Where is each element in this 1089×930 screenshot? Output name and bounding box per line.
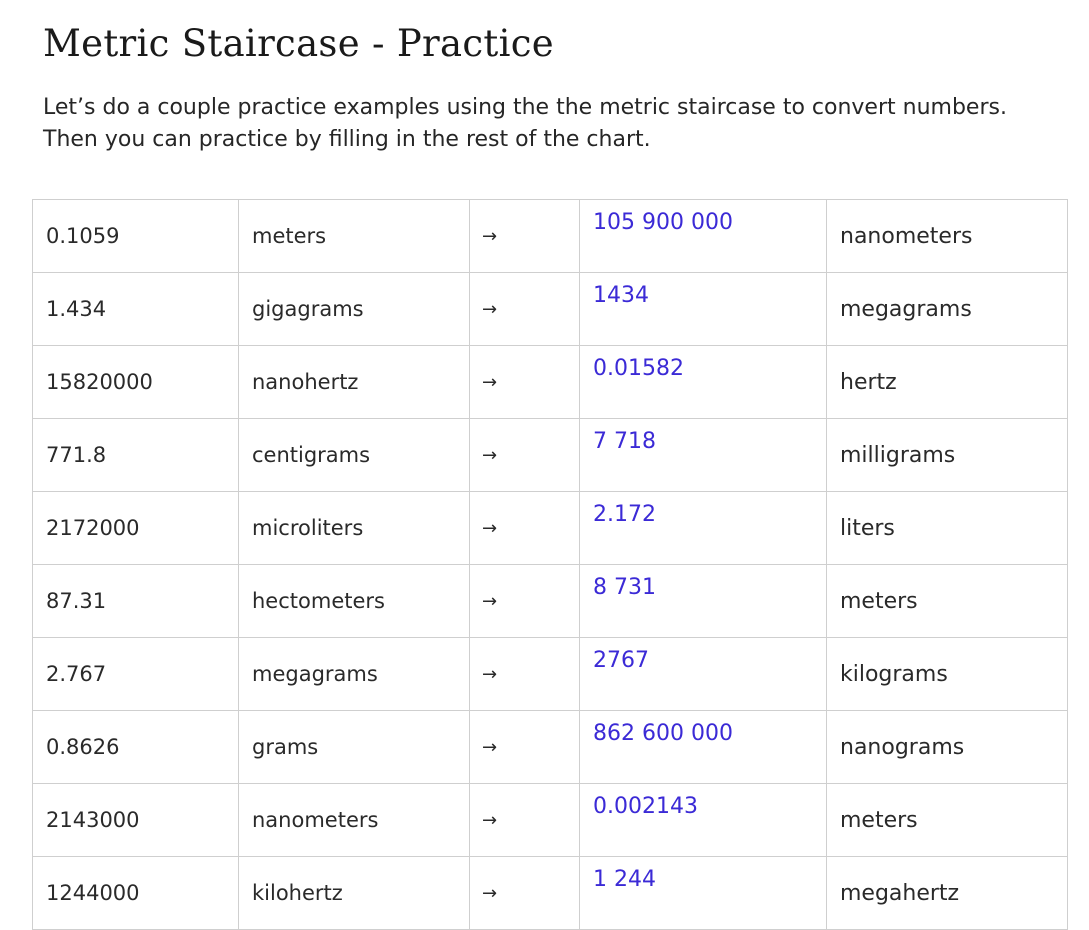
table-row bbox=[33, 638, 1068, 711]
conversion-table bbox=[32, 199, 1068, 930]
to-unit-cell: meters bbox=[827, 565, 1068, 638]
intro-text: Let’s do a couple practice examples using the the metric staircase to convert numbers. Then you can practice by filling in the rest of the chart. bbox=[43, 95, 1007, 152]
answer-cell: 862 600 000 bbox=[580, 711, 827, 784]
answer-cell: 0.01582 bbox=[580, 346, 827, 419]
answer-cell: 1 244 bbox=[580, 857, 827, 930]
to-unit-cell: meters bbox=[827, 784, 1068, 857]
table-row bbox=[33, 857, 1068, 930]
value-cell: 0.8626 bbox=[33, 711, 239, 784]
answer-cell: 105 900 000 bbox=[580, 200, 827, 273]
from-unit-cell: meters bbox=[239, 200, 470, 273]
table-row bbox=[33, 711, 1068, 784]
arrow-icon: → bbox=[470, 492, 580, 565]
from-unit-cell: hectometers bbox=[239, 565, 470, 638]
answer-cell: 2767 bbox=[580, 638, 827, 711]
value-cell: 2.767 bbox=[33, 638, 239, 711]
to-unit-cell: hertz bbox=[827, 346, 1068, 419]
arrow-icon: → bbox=[470, 857, 580, 930]
to-unit-cell: milligrams bbox=[827, 419, 1068, 492]
answer-cell: 8 731 bbox=[580, 565, 827, 638]
to-unit-cell: kilograms bbox=[827, 638, 1068, 711]
from-unit-cell: nanometers bbox=[239, 784, 470, 857]
to-unit-cell: nanograms bbox=[827, 711, 1068, 784]
table-row bbox=[33, 419, 1068, 492]
arrow-icon: → bbox=[470, 346, 580, 419]
arrow-icon: → bbox=[470, 638, 580, 711]
arrow-icon: → bbox=[470, 200, 580, 273]
value-cell: 1.434 bbox=[33, 273, 239, 346]
value-cell: 1244000 bbox=[33, 857, 239, 930]
to-unit-cell: nanometers bbox=[827, 200, 1068, 273]
from-unit-cell: kilohertz bbox=[239, 857, 470, 930]
table-row bbox=[33, 273, 1068, 346]
value-cell: 771.8 bbox=[33, 419, 239, 492]
from-unit-cell: nanohertz bbox=[239, 346, 470, 419]
answer-cell: 2.172 bbox=[580, 492, 827, 565]
table-row bbox=[33, 346, 1068, 419]
to-unit-cell: megagrams bbox=[827, 273, 1068, 346]
table-row bbox=[33, 200, 1068, 273]
table-row bbox=[33, 492, 1068, 565]
from-unit-cell: grams bbox=[239, 711, 470, 784]
from-unit-cell: centigrams bbox=[239, 419, 470, 492]
value-cell: 0.1059 bbox=[33, 200, 239, 273]
from-unit-cell: gigagrams bbox=[239, 273, 470, 346]
from-unit-cell: megagrams bbox=[239, 638, 470, 711]
arrow-icon: → bbox=[470, 419, 580, 492]
value-cell: 87.31 bbox=[33, 565, 239, 638]
arrow-icon: → bbox=[470, 565, 580, 638]
value-cell: 2172000 bbox=[33, 492, 239, 565]
arrow-icon: → bbox=[470, 711, 580, 784]
arrow-icon: → bbox=[470, 273, 580, 346]
value-cell: 2143000 bbox=[33, 784, 239, 857]
conversion-table-body bbox=[33, 200, 1068, 930]
to-unit-cell: megahertz bbox=[827, 857, 1068, 930]
page-title: Metric Staircase - Practice bbox=[43, 22, 554, 65]
table-row bbox=[33, 784, 1068, 857]
value-cell: 15820000 bbox=[33, 346, 239, 419]
table-row bbox=[33, 565, 1068, 638]
from-unit-cell: microliters bbox=[239, 492, 470, 565]
answer-cell: 0.002143 bbox=[580, 784, 827, 857]
arrow-icon: → bbox=[470, 784, 580, 857]
to-unit-cell: liters bbox=[827, 492, 1068, 565]
answer-cell: 1434 bbox=[580, 273, 827, 346]
answer-cell: 7 718 bbox=[580, 419, 827, 492]
